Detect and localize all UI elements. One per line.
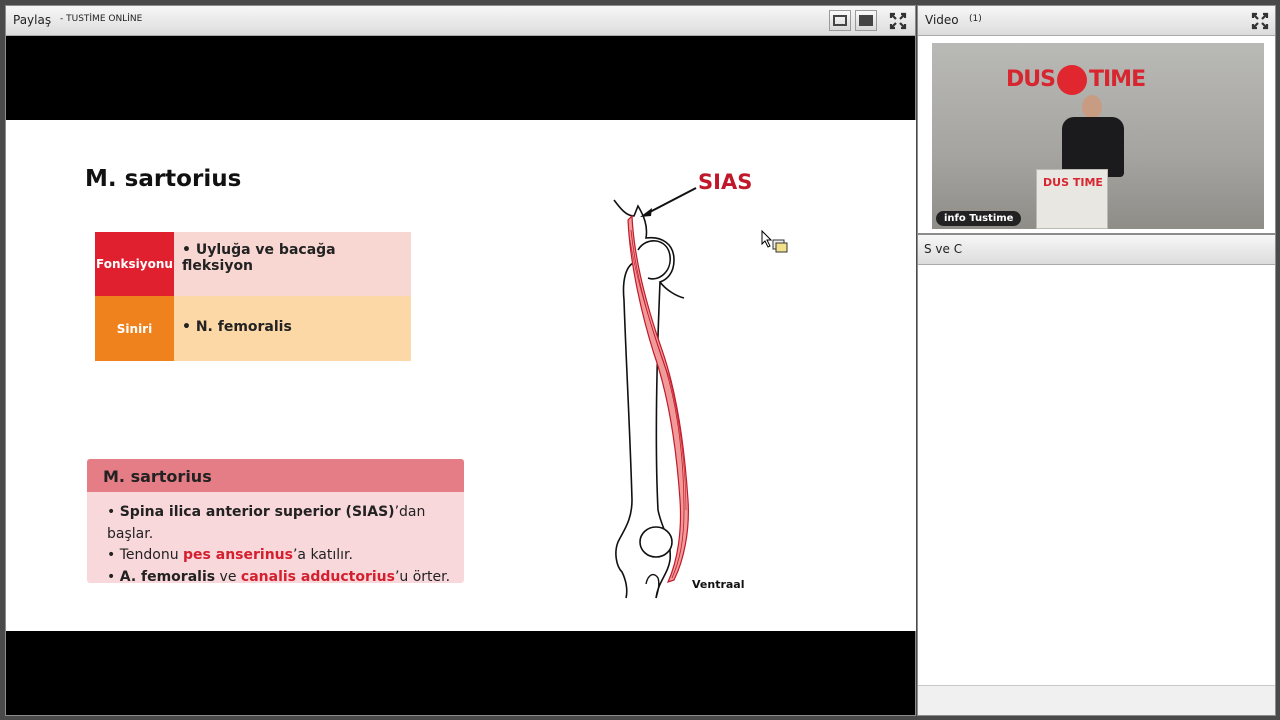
podium: DUS TIME [1036,169,1108,229]
video-pod [917,5,1276,234]
wall-logo: DUS TIME [1006,65,1145,95]
qa-input-bar[interactable] [918,685,1275,715]
presenter-name-badge: info Tustime [936,211,1021,226]
qa-pod-title: S ve C [924,242,963,256]
table-row [95,232,411,296]
table-row-label: Siniri [95,296,174,361]
screen-icon [833,15,847,26]
slide-title: M. sartorius [85,166,242,192]
femur-sartorius-illustration [596,180,736,600]
share-pod-subtitle: - TUSTİME ONLİNE [60,14,143,24]
summary-list [87,492,464,588]
presenter-head [1082,95,1102,119]
qa-message-area[interactable] [918,266,1275,685]
function-table [95,232,411,361]
presentation-slide [6,120,916,631]
video-pod-titlebar [918,6,1275,36]
figure-label-sias: SIAS [698,170,753,194]
actual-size-button[interactable] [855,10,877,31]
mouse-cursor-icon [761,230,789,254]
fit-to-window-button[interactable] [829,10,851,31]
summary-box-heading: M. sartorius [87,459,464,492]
webcam-video[interactable] [932,43,1264,229]
share-pod [5,5,916,716]
video-pod-title: Video [925,13,959,27]
table-row-value: • Uyluğa ve bacağa fleksiyon [174,232,411,296]
fullscreen-icon[interactable] [889,12,907,30]
summary-box [87,459,464,583]
table-row [95,296,411,361]
list-item: • Tendonu pes anserinus’a katılır. [107,547,353,563]
table-row-value: • N. femoralis [174,296,411,361]
figure-label-ventraal: Ventraal [692,578,745,591]
list-item: • A. femoralis ve canalis adductorius’u örter. [107,568,451,585]
table-row-label: Fonksiyonu [95,232,174,296]
video-pod-count: (1) [969,14,982,24]
share-pod-title: Paylaş [13,13,52,27]
list-item: • Spina ilica anterior superior (SIAS)’dan başlar. [107,504,426,542]
presenter-body [1062,117,1124,177]
screen-filled-icon [859,15,873,26]
qa-pod [917,234,1276,716]
fullscreen-icon[interactable] [1251,12,1269,30]
share-pod-titlebar [6,6,915,36]
qa-pod-titlebar [918,235,1275,265]
